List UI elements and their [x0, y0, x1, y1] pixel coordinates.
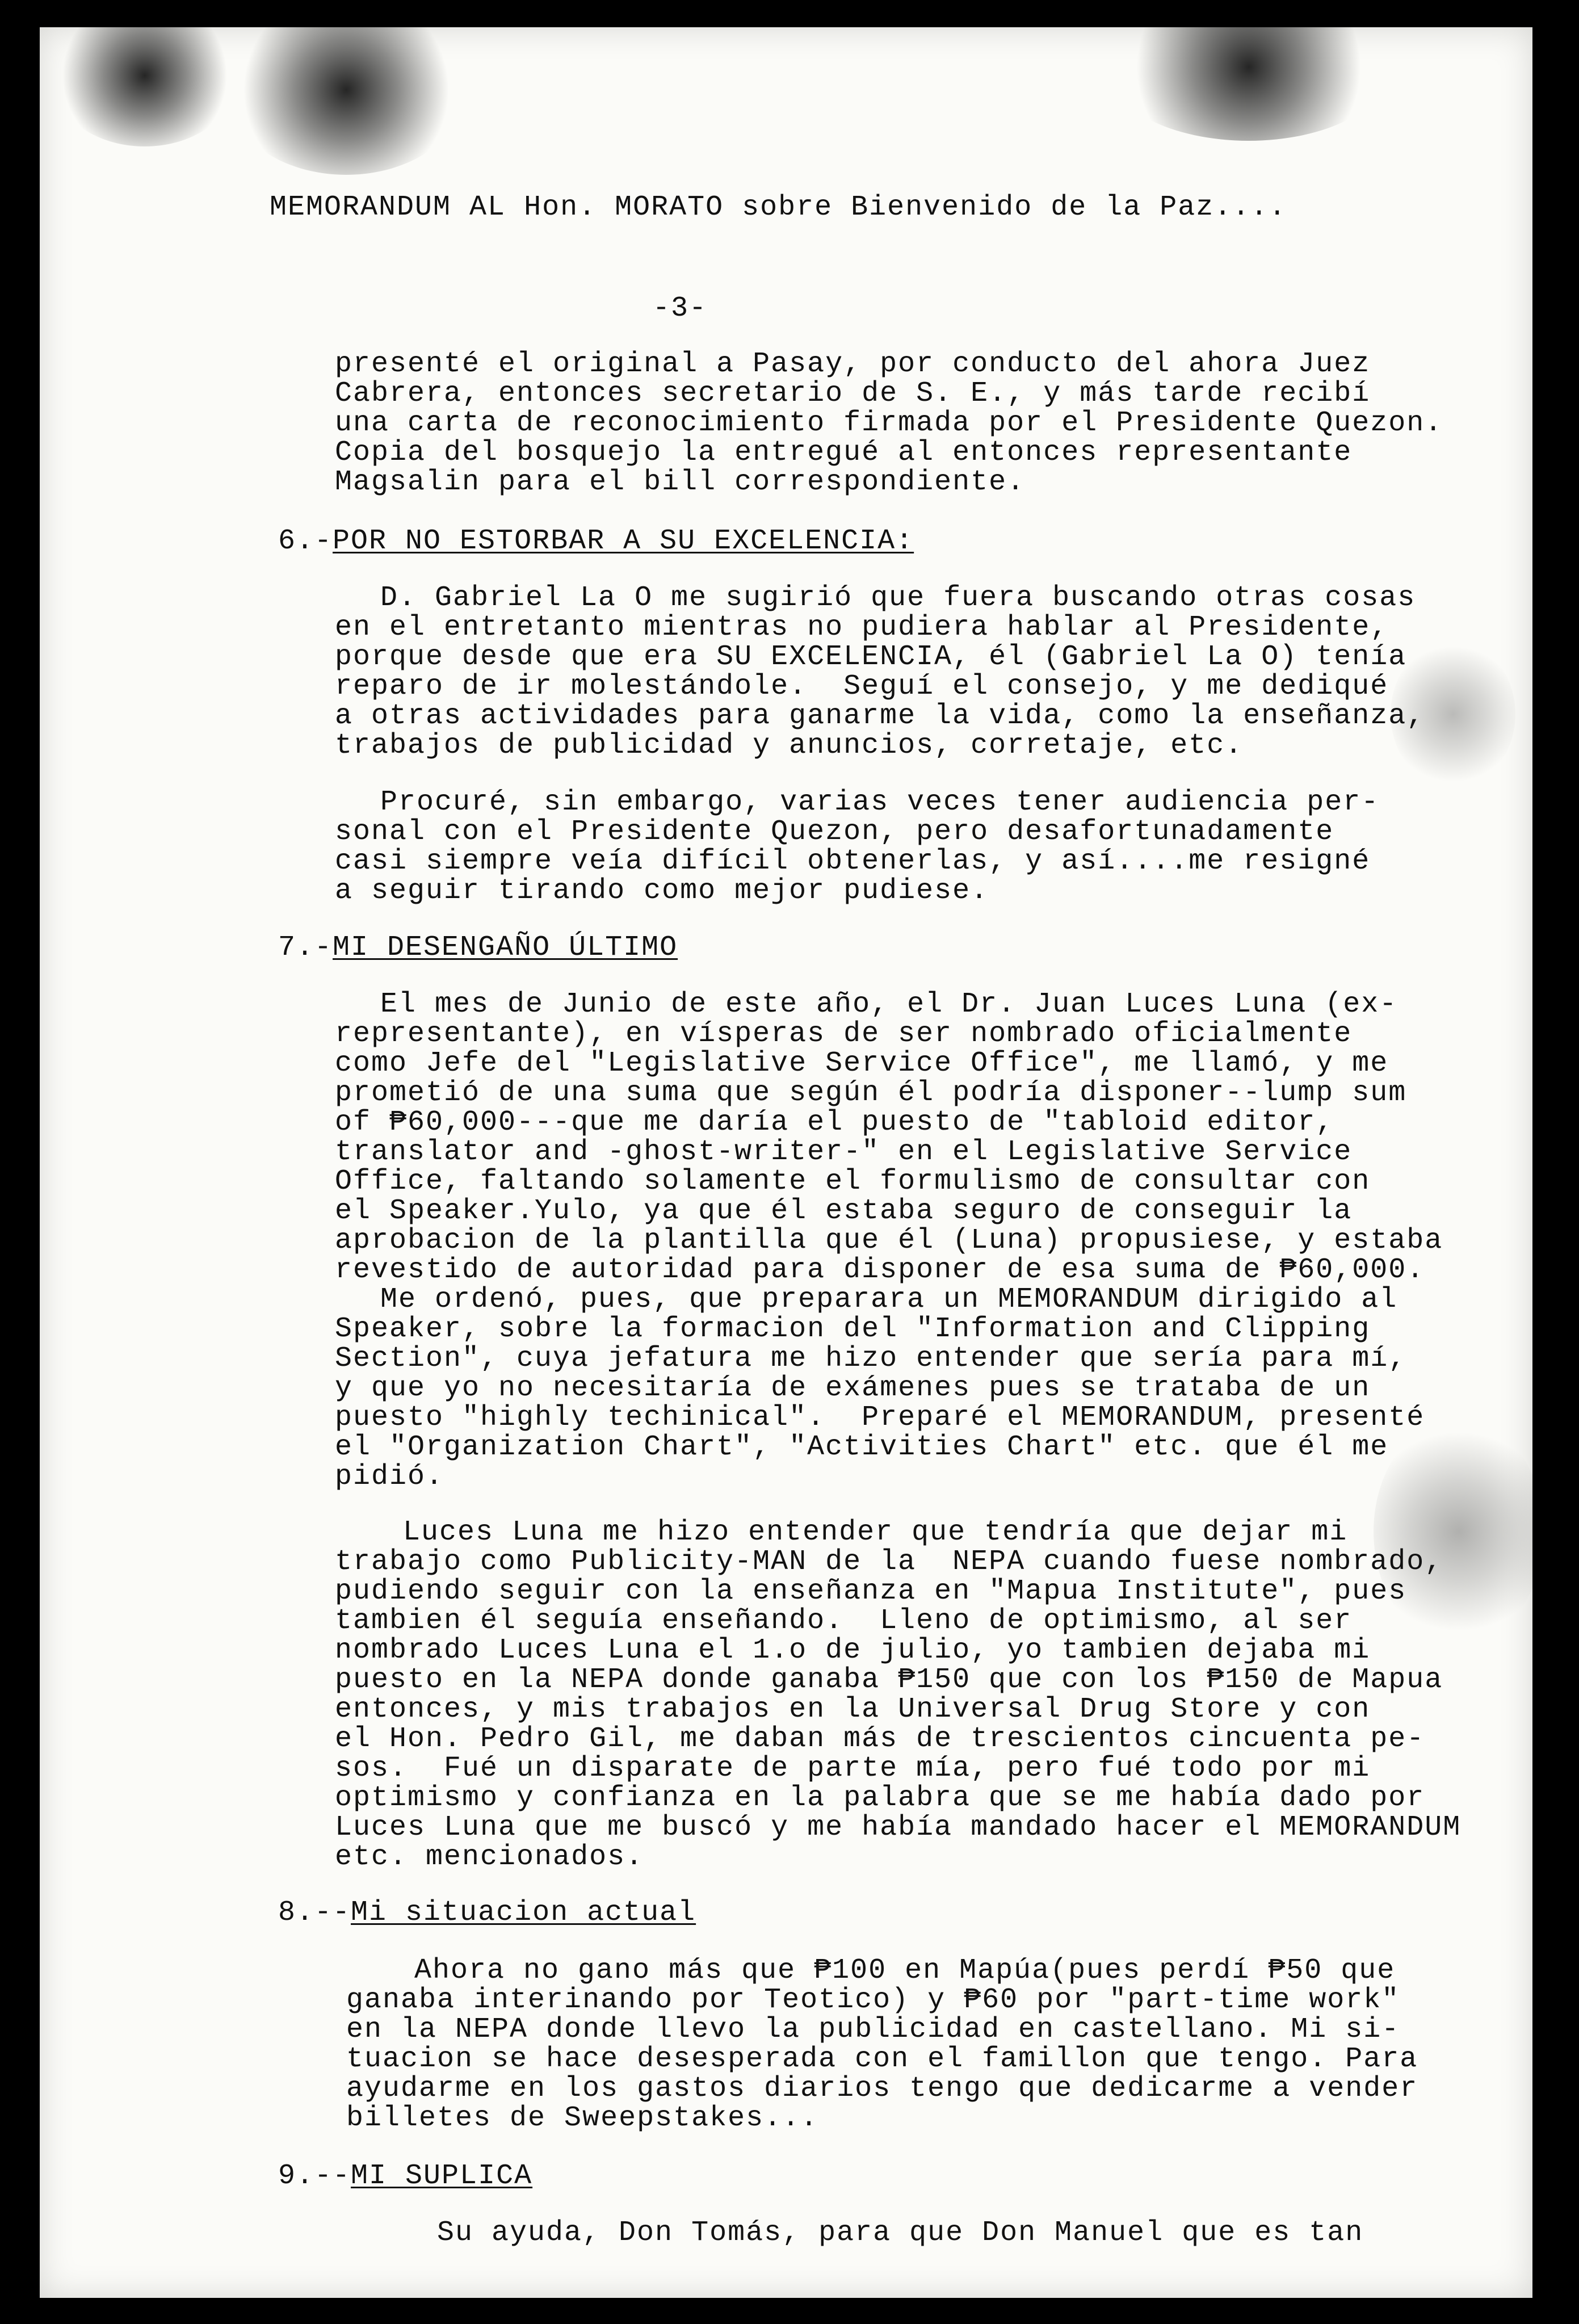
text-line: una carta de reconocimiento firmada por el Presidente Quezon.	[335, 407, 1443, 439]
text-line: aprobacion de la plantilla que él (Luna) propusiese, y estaba	[335, 1224, 1443, 1257]
text-line: ganaba interinando por Teotico) y ₱60 por "part-time work"	[346, 1984, 1400, 2016]
text-line: Su ayuda, Don Tomás, para que Don Manuel que es tan	[437, 2217, 1364, 2249]
section-title: MI DESENGAÑO ÚLTIMO	[333, 932, 678, 964]
section-title: POR NO ESTORBAR A SU EXCELENCIA:	[333, 525, 914, 557]
text-line: a otras actividades para ganarme la vida, como la enseñanza,	[335, 700, 1425, 732]
text-line: como Jefe del "Legislative Service Office", me llamó, y me	[335, 1047, 1389, 1080]
text-line: Office, faltando solamente el formulismo de consultar con	[335, 1165, 1371, 1198]
section-heading	[278, 1898, 696, 1928]
section-heading	[278, 527, 914, 556]
text-line: el Speaker.Yulo, ya que él estaba seguro de conseguir la	[335, 1195, 1353, 1227]
text-line: Copia del bosquejo la entregué al entonces representante	[335, 437, 1353, 469]
text-line: of ₱60,000---que me daría el puesto de "tabloid editor,	[335, 1106, 1334, 1139]
text-line: porque desde que era SU EXCELENCIA, él (Gabriel La O) tenía	[335, 641, 1407, 673]
text-line: puesto "highly techinical". Preparé el MEMORANDUM, presenté	[335, 1402, 1425, 1434]
text-line: revestido de autoridad para disponer de esa suma de ₱60,000.	[335, 1254, 1425, 1286]
text-line: Procuré, sin embargo, varias veces tener audiencia per-	[380, 786, 1380, 819]
text-line: representante), en vísperas de ser nombrado oficialmente	[335, 1018, 1353, 1050]
text-line: Luces Luna me hizo entender que tendría que dejar mi	[403, 1516, 1348, 1549]
text-line: en el entretanto mientras no pudiera hablar al Presidente,	[335, 611, 1389, 644]
text-line: Magsalin para el bill correspondiente.	[335, 466, 1026, 498]
text-line: pudiendo seguir con la enseñanza en "Mapua Institute", pues	[335, 1575, 1407, 1608]
section-number: 8.--	[278, 1897, 351, 1929]
text-line: prometió de una suma que según él podría disponer--lump sum	[335, 1077, 1407, 1109]
text-line: El mes de Junio de este año, el Dr. Juan Luces Luna (ex-	[380, 988, 1398, 1021]
text-line: el Hon. Pedro Gil, me daban más de trescientos cincuenta pe-	[335, 1723, 1425, 1755]
page-number: -3-	[653, 292, 708, 325]
section-heading	[278, 2162, 532, 2191]
text-line: D. Gabriel La O me sugirió que fuera buscando otras cosas	[380, 582, 1416, 614]
text-line: translator and -ghost-writer-" en el Legislative Service	[335, 1136, 1353, 1168]
text-line: billetes de Sweepstakes...	[346, 2102, 819, 2134]
text-line: optimismo y confianza en la palabra que se me había dado por	[335, 1782, 1425, 1814]
document-page	[40, 27, 1532, 2298]
section-number: 7.-	[278, 932, 333, 964]
text-line: etc. mencionados.	[335, 1841, 644, 1873]
text-line: sonal con el Presidente Quezon, pero desafortunadamente	[335, 816, 1334, 848]
text-line: pidió.	[335, 1461, 444, 1493]
document-text	[40, 27, 1532, 2298]
text-line: ayudarme en los gastos diarios tengo que dedicarme a vender	[346, 2073, 1418, 2105]
section-number: 6.-	[278, 525, 333, 557]
text-line: a seguir tirando como mejor pudiese.	[335, 875, 989, 907]
section-number: 9.--	[278, 2160, 351, 2192]
section-title: Mi situacion actual	[351, 1897, 696, 1929]
text-line: sos. Fué un disparate de parte mía, pero fué todo por mi	[335, 1752, 1371, 1785]
text-line: el "Organization Chart", "Activities Chart" etc. que él me	[335, 1431, 1389, 1463]
text-line: nombrado Luces Luna el 1.o de julio, yo tambien dejaba mi	[335, 1634, 1371, 1667]
text-line: tuacion se hace desesperada con el famillon que tengo. Para	[346, 2043, 1418, 2075]
text-line: Ahora no gano más que ₱100 en Mapúa(pues perdí ₱50 que	[414, 1954, 1396, 1987]
section-title: MI SUPLICA	[351, 2160, 533, 2192]
memo-header: MEMORANDUM AL Hon. MORATO sobre Bienvenido de la Paz....	[270, 191, 1287, 224]
text-line: reparo de ir molestándole. Seguí el consejo, y me dediqué	[335, 670, 1389, 703]
text-line: Speaker, sobre la formacion del "Information and Clipping	[335, 1313, 1371, 1345]
text-line: trabajos de publicidad y anuncios, corretaje, etc.	[335, 729, 1244, 762]
text-line: en la NEPA donde llevo la publicidad en castellano. Mi si-	[346, 2013, 1400, 2046]
text-line: presenté el original a Pasay, por conducto del ahora Juez	[335, 348, 1371, 380]
text-line: Cabrera, entonces secretario de S. E., y más tarde recibí	[335, 377, 1371, 410]
text-line: Me ordenó, pues, que preparara un MEMORANDUM dirigido al	[380, 1283, 1398, 1316]
text-line: Luces Luna que me buscó y me había mandado hacer el MEMORANDUM	[335, 1811, 1462, 1844]
text-line: entonces, y mis trabajos en la Universal Drug Store y con	[335, 1693, 1371, 1726]
text-line: tambien él seguía enseñando. Lleno de optimismo, al ser	[335, 1605, 1353, 1637]
text-line: trabajo como Publicity-MAN de la NEPA cuando fuese nombrado,	[335, 1546, 1443, 1578]
text-line: casi siempre veía difícil obtenerlas, y así....me resigné	[335, 845, 1371, 878]
text-line: Section", cuya jefatura me hizo entender que sería para mí,	[335, 1343, 1407, 1375]
section-heading	[278, 933, 678, 963]
text-line: puesto en la NEPA donde ganaba ₱150 que con los ₱150 de Mapua	[335, 1664, 1443, 1696]
text-line: y que yo no necesitaría de exámenes pues se trataba de un	[335, 1372, 1371, 1404]
